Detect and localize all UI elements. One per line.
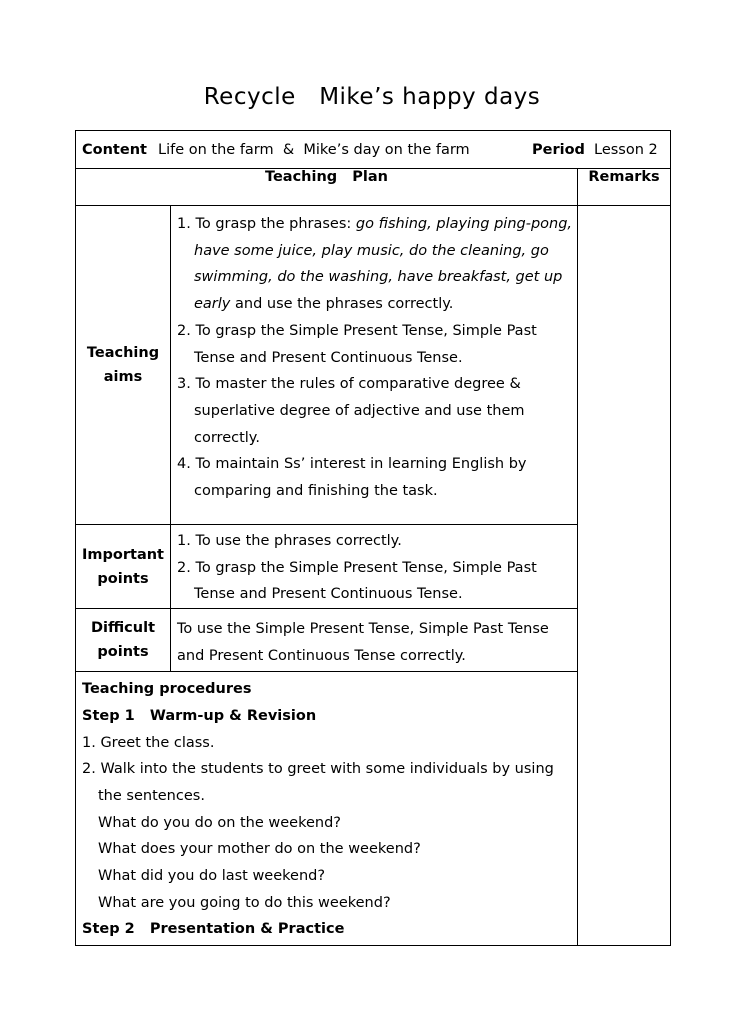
procedures-cell	[76, 672, 578, 946]
content-label: Content	[82, 142, 147, 158]
aims-item-1: 1. To grasp the phrases: go fishing, playing ping-pong, have some juice, play music, do the cleaning, go swimming, do the washing, have breakfast, get up early and use the phrases correctly.	[177, 216, 573, 313]
content-row	[76, 131, 671, 169]
aims-label: Teaching aims	[76, 206, 171, 525]
document-title: Recycle Mike’s happy days	[203, 84, 541, 110]
plan-header-row	[76, 169, 671, 206]
content-cell	[76, 131, 671, 169]
procedure-line-1: 1. Greet the class.	[82, 734, 215, 751]
difficult-text: To use the Simple Present Tense, Simple Past Tense and Present Continuous Tense correctly.	[171, 609, 578, 672]
important-item-1: 1. To use the phrases correctly.	[177, 533, 402, 549]
question-4: What are you going to do this weekend?	[98, 894, 391, 911]
difficult-label: Difficult points	[76, 609, 171, 672]
procedure-line-2: 2. Walk into the students to greet with some individuals by using the sentences.	[82, 761, 554, 804]
aims-phrases: go fishing, playing ping-pong, have some juice, play music, do the cleaning, go swimming, do the washing, have breakfast, get up early	[194, 216, 573, 313]
step1-heading: Step 1 Warm-up & Revision	[82, 707, 317, 724]
important-item-2: 2. To grasp the Simple Present Tense, Simple Past Tense and Present Continuous Tense.	[177, 559, 537, 603]
question-1: What do you do on the weekend?	[98, 814, 341, 831]
remarks-heading: Remarks	[578, 169, 671, 206]
period-value: Lesson 2	[594, 142, 658, 158]
content-value: Life on the farm & Mike’s day on the farm	[158, 142, 470, 158]
procedures-heading: Teaching procedures	[82, 681, 252, 698]
teaching-plan-heading: Teaching Plan	[76, 169, 578, 206]
step2-heading: Step 2 Presentation & Practice	[82, 921, 345, 938]
aims-item-2: 2. To grasp the Simple Present Tense, Simple Past Tense and Present Continuous Tense.	[177, 322, 537, 366]
important-list	[171, 525, 578, 609]
aims-item-3: 3. To master the rules of comparative degree & superlative degree of adjective and use them correctly.	[177, 376, 525, 446]
remarks-column	[578, 206, 671, 946]
lesson-plan-table	[75, 130, 671, 946]
period-label: Period	[532, 142, 585, 158]
important-label: Important points	[76, 525, 171, 609]
aims-item-4: 4. To maintain Ss’ interest in learning English by comparing and finishing the task.	[177, 456, 527, 500]
aims-row	[76, 206, 671, 525]
question-3: What did you do last weekend?	[98, 868, 326, 885]
question-2: What does your mother do on the weekend?	[98, 841, 421, 858]
aims-list	[171, 206, 578, 525]
